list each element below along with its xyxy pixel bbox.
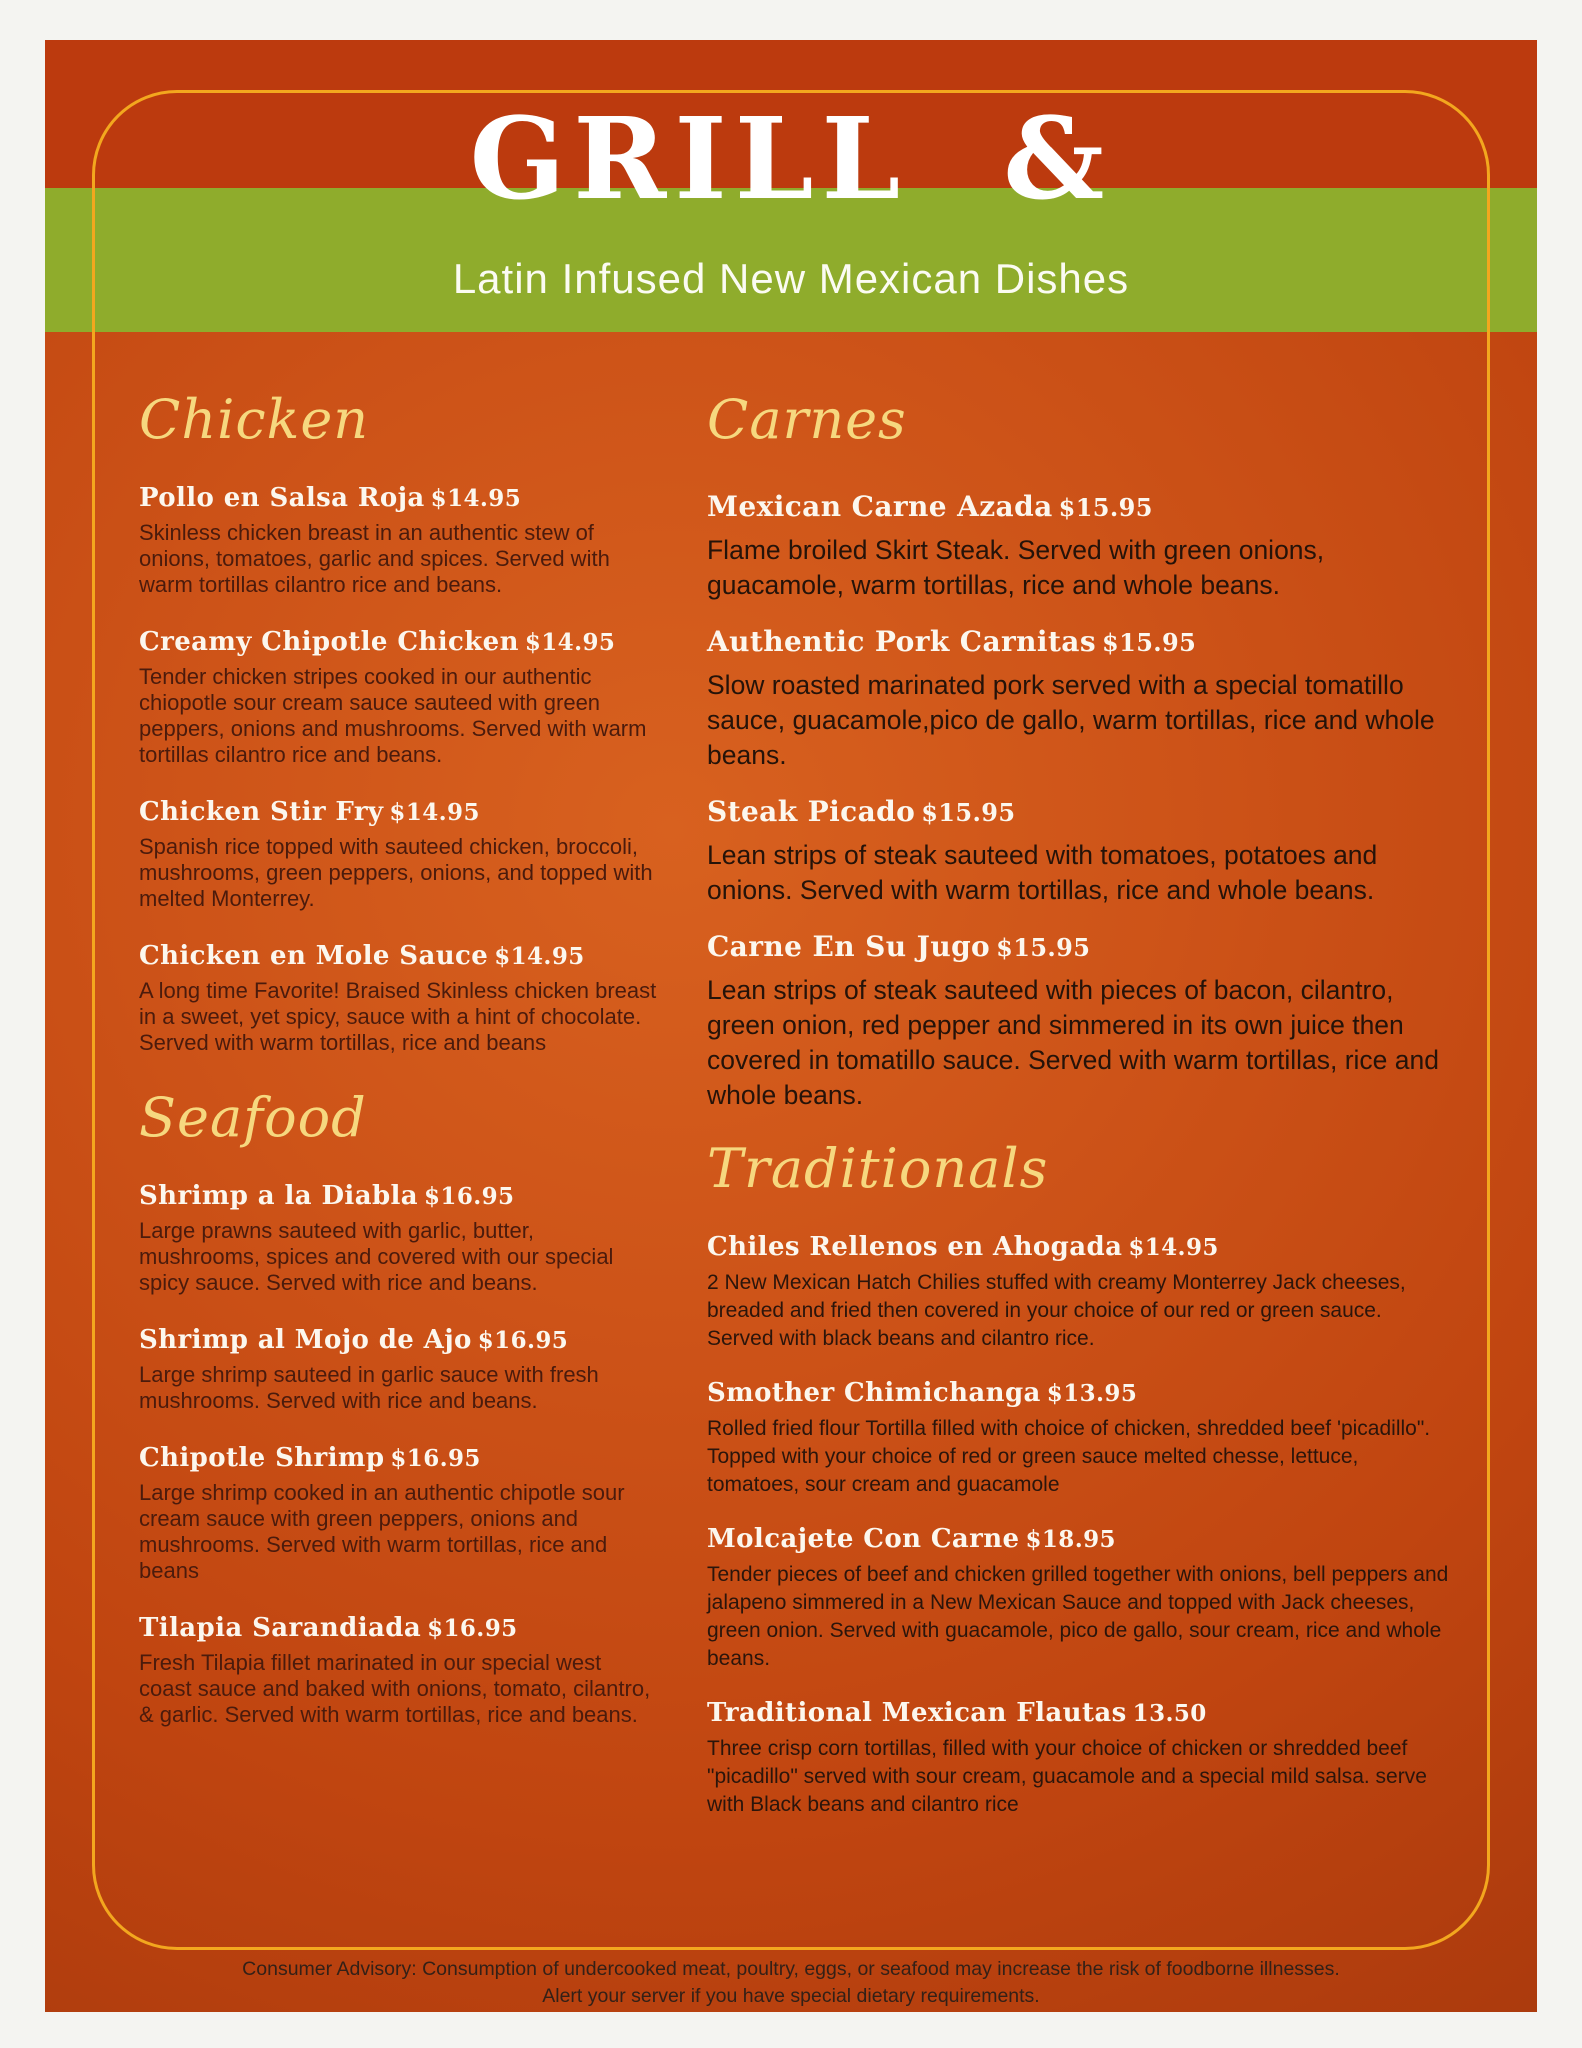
item-price: $16.95 [427, 1615, 518, 1642]
item-price: $18.95 [1025, 1526, 1116, 1553]
item-description: Fresh Tilapia fillet marinated in our special west coast sauce and baked with onions, tomato, cilantro, & garlic. Served with warm tortillas, rice and beans. [139, 1650, 651, 1727]
menu-column-left [139, 386, 657, 1756]
item-description: Large shrimp cooked in an authentic chipotle sour cream sauce with green peppers, onions and mushrooms. Served with warm tortillas, rice and beans [139, 1480, 625, 1583]
item-price: $16.95 [477, 1327, 569, 1354]
page-subtitle: Latin Infused New Mexican Dishes [452, 255, 1130, 302]
menu-item [139, 626, 657, 768]
item-title [707, 490, 1449, 528]
menu-section [707, 386, 1449, 1113]
menu-item [139, 482, 657, 598]
item-description: Three crisp corn tortillas, filled with your choice of chicken or shredded beef "picadillo" served with sour cream, guacamole and a special mild salsa. serve with Black beans and cilantro rice [707, 1737, 1427, 1816]
section-heading: Traditionals [707, 1137, 1049, 1200]
menu-item [139, 1612, 657, 1728]
item-name: Creamy Chipotle Chicken [139, 627, 519, 657]
item-price: $15.95 [1058, 493, 1153, 522]
menu-section [139, 386, 657, 1056]
item-price: $14.95 [430, 485, 522, 512]
item-name: Chicken Stir Fry [139, 797, 384, 827]
item-title [707, 1523, 1449, 1558]
item-name: Tilapia Sarandiada [139, 1613, 422, 1643]
section-heading: Carnes [707, 388, 907, 451]
item-price: $14.95 [524, 629, 616, 656]
item-price: $16.95 [390, 1445, 481, 1472]
item-description: 2 New Mexican Hatch Chilies stuffed with creamy Monterrey Jack cheeses, breaded and fried then covered in your choice of our red or green sauce. Served with black beans and cilantro rice. [707, 1271, 1406, 1350]
section-heading: Seafood [139, 1086, 367, 1149]
item-description: Tender chicken stripes cooked in our authentic chiopotle sour cream sauce sauteed with green peppers, onions and mushrooms. Served with warm tortillas cilantro rice and beans. [139, 664, 647, 767]
item-price: $14.95 [1128, 1234, 1219, 1261]
menu-item [707, 1697, 1449, 1819]
menu-section [139, 1084, 657, 1728]
item-title [707, 625, 1449, 663]
item-price: $14.95 [389, 799, 480, 826]
item-title [139, 1442, 657, 1477]
footer-advisory [45, 1956, 1537, 2010]
item-name: Carne En Su Jugo [707, 930, 991, 963]
item-title [139, 1612, 657, 1647]
item-title [139, 1180, 657, 1215]
menu-item [707, 490, 1449, 603]
item-title [139, 482, 657, 517]
item-name: Shrimp al Mojo de Ajo [139, 1325, 472, 1355]
item-title [707, 795, 1449, 833]
item-name: Steak Picado [707, 795, 916, 828]
item-description: Skinless chicken breast in an authentic stew of onions, tomatoes, garlic and spices. Served with warm tortillas cilantro rice and beans. [139, 520, 610, 597]
item-title [707, 1377, 1449, 1412]
menu-item [707, 795, 1449, 908]
item-name: Chicken en Mole Sauce [139, 941, 489, 971]
menu-item [707, 930, 1449, 1113]
item-title [139, 796, 657, 831]
item-name: Pollo en Salsa Roja [139, 483, 425, 513]
menu-item [139, 1324, 657, 1414]
menu-item [707, 625, 1449, 773]
item-description: Large prawns sauteed with garlic, butter, mushrooms, spices and covered with our special spicy sauce. Served with rice and beans. [139, 1218, 614, 1295]
item-description: Lean strips of steak sauteed with pieces of bacon, cilantro, green onion, red pepper and simmered in its own juice then covered in tomatillo sauce. Served with warm tortillas, rice and whole beans. [707, 975, 1439, 1110]
item-name: Traditional Mexican Flautas [707, 1698, 1127, 1728]
item-price: 13.50 [1132, 1700, 1207, 1727]
item-title [139, 1324, 657, 1359]
menu-item [139, 796, 657, 912]
item-title [707, 1697, 1449, 1732]
item-description: A long time Favorite! Braised Skinless chicken breast in a sweet, yet spicy, sauce with a hint of chocolate. Served with warm tortillas, rice and beans [139, 978, 657, 1055]
item-name: Shrimp a la Diabla [139, 1181, 419, 1211]
item-price: $15.95 [1102, 628, 1197, 657]
item-price: $13.95 [1046, 1380, 1138, 1407]
item-description: Tender pieces of beef and chicken grilled together with onions, bell peppers and jalapeno simmered in a New Mexican Sauce and topped with Jack cheeses, green onion. Served with guacamole, pico de gallo, sour cream, rice and whole beans. [707, 1563, 1449, 1670]
item-price: $15.95 [921, 798, 1016, 827]
menu-section [707, 1135, 1449, 1819]
page-title: GRILL & [469, 94, 1113, 225]
item-description: Lean strips of steak sauteed with tomatoes, potatoes and onions. Served with warm tortillas, rice and whole beans. [707, 840, 1378, 905]
menu-item [139, 940, 657, 1056]
item-name: Authentic Pork Carnitas [707, 625, 1097, 658]
item-title [707, 1231, 1449, 1266]
item-description: Large shrimp sauteed in garlic sauce with fresh mushrooms. Served with rice and beans. [139, 1362, 599, 1413]
menu-item [707, 1377, 1449, 1499]
section-heading: Chicken [139, 388, 370, 451]
item-description: Slow roasted marinated pork served with a special tomatillo sauce, guacamole,pico de gallo, warm tortillas, rice and whole beans. [707, 670, 1435, 770]
menu-item [139, 1442, 657, 1584]
footer-advisory-line-1: Consumer Advisory: Consumption of undercooked meat, poultry, eggs, or seafood may increase the risk of foodborne illnesses. [242, 1958, 1340, 1980]
menu-item [139, 1180, 657, 1296]
item-description: Spanish rice topped with sauteed chicken, broccoli, mushrooms, green peppers, onions, and topped with melted Monterrey. [139, 834, 653, 911]
item-name: Chipotle Shrimp [139, 1443, 385, 1473]
item-price: $14.95 [494, 943, 585, 970]
item-price: $16.95 [424, 1183, 515, 1210]
menu-item [707, 1523, 1449, 1673]
menu-page [45, 40, 1537, 2012]
item-title [139, 626, 657, 661]
item-price: $15.95 [996, 933, 1091, 962]
item-name: Molcajete Con Carne [707, 1524, 1020, 1554]
menu-item [707, 1231, 1449, 1353]
item-name: Mexican Carne Azada [707, 490, 1053, 523]
item-name: Smother Chimichanga [707, 1378, 1041, 1408]
item-description: Flame broiled Skirt Steak. Served with green onions, guacamole, warm tortillas, rice and whole beans. [707, 535, 1325, 600]
footer-advisory-line-2: Alert your server if you have special dietary requirements. [542, 1985, 1040, 2007]
item-title [707, 930, 1449, 968]
item-name: Chiles Rellenos en Ahogada [707, 1232, 1123, 1262]
menu-column-right [707, 386, 1449, 1843]
item-description: Rolled fried flour Tortilla filled with choice of chicken, shredded beef 'picadillo". Topped with your choice of red or green sauce melted chesse, lettuce, tomatoes, sour cream and guacamole [707, 1417, 1431, 1496]
item-title [139, 940, 657, 975]
